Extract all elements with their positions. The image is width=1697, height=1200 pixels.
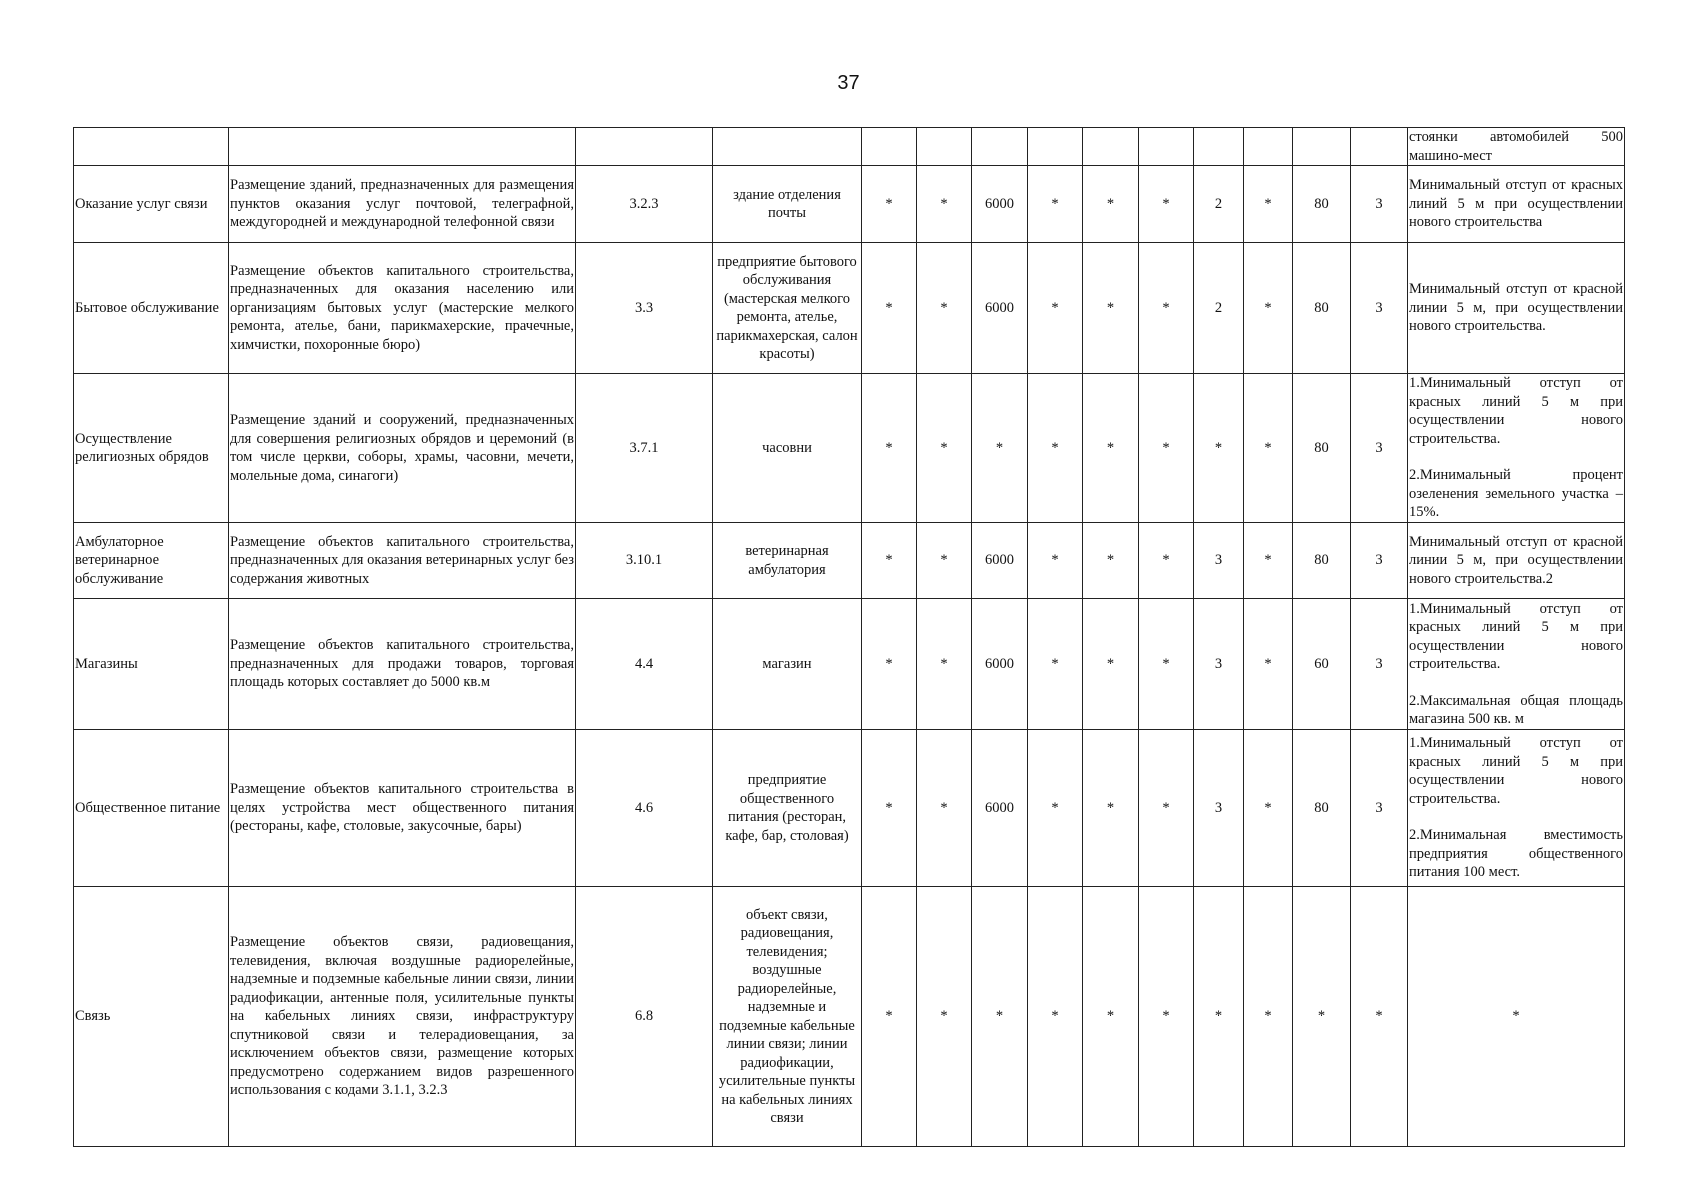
parameter-cell: *	[1244, 243, 1293, 374]
parameter-cell: *	[1083, 374, 1139, 523]
restriction-paragraph: 2.Минимальный процент озеленения земельного участка – 15%.	[1409, 467, 1623, 521]
parameter-cell: *	[917, 243, 972, 374]
parameter-cell: *	[972, 887, 1028, 1147]
restrictions-cell	[1408, 599, 1625, 730]
parameter-cell: *	[1139, 523, 1194, 599]
land-use-table	[73, 127, 1625, 1147]
restrictions-cell	[1408, 243, 1625, 374]
parameter-cell: *	[1028, 374, 1083, 523]
parameter-cell: *	[1244, 523, 1293, 599]
parameter-cell: 6000	[972, 730, 1028, 887]
parameter-cell: *	[1244, 166, 1293, 243]
object-type-cell: ветеринарная амбулатория	[713, 523, 862, 599]
parameter-cell: *	[1139, 166, 1194, 243]
object-type-cell: часовни	[713, 374, 862, 523]
use-code-cell: 3.3	[576, 243, 713, 374]
restrictions-cell	[1408, 128, 1625, 166]
parameter-cell: 80	[1293, 374, 1351, 523]
parameter-cell	[1083, 128, 1139, 166]
paragraph-gap	[1409, 448, 1623, 466]
parameter-cell: *	[862, 523, 917, 599]
parameter-cell: 3	[1351, 243, 1408, 374]
use-description-cell: Размещение объектов связи, радиовещания, телевидения, включая воздушные радиорелейные, надземные и подземные кабельные линии связи, линии радиофикации, антенные поля, усилительные пункты на кабельных линиях связи, инфраструктуру спутниковой связи и телерадиовещания, за исключением объектов связи, размещение которых предусмотрено содержанием видов разрешенного использования с кодами 3.1.1, 3.2.3	[229, 887, 576, 1147]
parameter-cell: *	[972, 374, 1028, 523]
parameter-cell: 2	[1194, 243, 1244, 374]
use-description-cell: Размещение объектов капитального строительства в целях устройства мест общественного питания (рестораны, кафе, столовые, закусочные, бары)	[229, 730, 576, 887]
parameter-cell: *	[917, 523, 972, 599]
parameter-cell: *	[862, 243, 917, 374]
parameter-cell: *	[1351, 887, 1408, 1147]
restriction-paragraph: 1.Минимальный отступ от красных линий 5 м при осуществлении нового строительства.	[1409, 735, 1623, 807]
use-code-cell: 3.7.1	[576, 374, 713, 523]
restriction-paragraph: 1.Минимальный отступ от красных линий 5 м при осуществлении нового строительства.	[1409, 600, 1623, 672]
parameter-cell: *	[1139, 599, 1194, 730]
use-code-cell: 3.10.1	[576, 523, 713, 599]
parameter-cell: *	[1028, 243, 1083, 374]
restrictions-cell: *	[1408, 887, 1625, 1147]
object-type-cell: предприятие общественного питания (ресторан, кафе, бар, столовая)	[713, 730, 862, 887]
restrictions-cell	[1408, 523, 1625, 599]
parameter-cell: *	[1083, 730, 1139, 887]
use-description-cell: Размещение объектов капитального строительства, предназначенных для оказания населению или организациям бытовых услуг (мастерские мелкого ремонта, ателье, бани, парикмахерские, прачечные, химчистки, похоронные бюро)	[229, 243, 576, 374]
parameter-cell	[1293, 128, 1351, 166]
table-row	[74, 730, 1625, 887]
paragraph-gap	[1409, 808, 1623, 826]
parameter-cell: 6000	[972, 243, 1028, 374]
parameter-cell: *	[1083, 166, 1139, 243]
restriction-paragraph: 2.Минимальная вместимость предприятия общественного питания 100 мест.	[1409, 827, 1623, 881]
object-type-cell	[713, 128, 862, 166]
parameter-cell: 80	[1293, 166, 1351, 243]
parameter-cell: *	[1028, 523, 1083, 599]
parameter-cell: *	[1293, 887, 1351, 1147]
table-row	[74, 166, 1625, 243]
parameter-cell	[1351, 128, 1408, 166]
page-number: 37	[837, 72, 860, 94]
object-type-cell: здание отделения почты	[713, 166, 862, 243]
use-name-cell: Общественное питание	[74, 730, 229, 887]
parameter-cell: *	[862, 166, 917, 243]
table-row	[74, 243, 1625, 374]
parameter-cell: 3	[1351, 374, 1408, 523]
table-row	[74, 523, 1625, 599]
parameter-cell: *	[862, 599, 917, 730]
restriction-paragraph: Минимальный отступ от красной линии 5 м, при осуществлении нового строительства.	[1409, 281, 1623, 335]
restriction-paragraph: Минимальный отступ от красных линий 5 м при осуществлении нового строительства	[1409, 177, 1623, 231]
parameter-cell: 2	[1194, 166, 1244, 243]
parameter-cell: *	[862, 730, 917, 887]
restriction-paragraph: Минимальный отступ от красной линии 5 м, при осуществлении нового строительства.2	[1409, 533, 1623, 587]
parameter-cell: *	[917, 374, 972, 523]
table-row	[74, 128, 1625, 166]
use-description-cell: Размещение объектов капитального строительства, предназначенных для продажи товаров, торговая площадь которых составляет до 5000 кв.м	[229, 599, 576, 730]
parameter-cell: *	[917, 166, 972, 243]
parameter-cell: *	[1028, 166, 1083, 243]
restrictions-cell	[1408, 166, 1625, 243]
use-code-cell: 3.2.3	[576, 166, 713, 243]
parameter-cell: *	[1244, 730, 1293, 887]
parameter-cell: *	[1244, 599, 1293, 730]
use-code-cell: 4.4	[576, 599, 713, 730]
parameter-cell: *	[1194, 887, 1244, 1147]
table-row	[74, 599, 1625, 730]
parameter-cell: *	[1194, 374, 1244, 523]
parameter-cell: *	[1028, 887, 1083, 1147]
restriction-paragraph: 2.Максимальная общая площадь магазина 500 кв. м	[1409, 692, 1623, 727]
paragraph-gap	[1409, 674, 1623, 692]
parameter-cell: *	[1028, 599, 1083, 730]
parameter-cell: *	[1139, 374, 1194, 523]
parameter-cell: *	[1139, 243, 1194, 374]
parameter-cell: 80	[1293, 243, 1351, 374]
use-name-cell: Бытовое обслуживание	[74, 243, 229, 374]
parameter-cell: *	[1083, 523, 1139, 599]
table-row	[74, 374, 1625, 523]
use-description-cell	[229, 128, 576, 166]
parameter-cell: *	[1244, 374, 1293, 523]
parameter-cell: *	[917, 730, 972, 887]
use-code-cell: 4.6	[576, 730, 713, 887]
parameter-cell: 3	[1351, 523, 1408, 599]
use-name-cell: Связь	[74, 887, 229, 1147]
parameter-cell	[1139, 128, 1194, 166]
parameter-cell: *	[1083, 599, 1139, 730]
parameter-cell: *	[1083, 887, 1139, 1147]
use-code-cell: 6.8	[576, 887, 713, 1147]
parameter-cell: *	[862, 374, 917, 523]
parameter-cell: 3	[1351, 166, 1408, 243]
restriction-paragraph: 1.Минимальный отступ от красных линий 5 м при осуществлении нового строительства.	[1409, 375, 1623, 447]
parameter-cell: *	[917, 887, 972, 1147]
use-description-cell: Размещение зданий, предназначенных для размещения пунктов оказания услуг почтовой, телеграфной, междугородней и международной телефонной связи	[229, 166, 576, 243]
parameter-cell: *	[1244, 887, 1293, 1147]
parameter-cell: *	[1083, 243, 1139, 374]
restriction-paragraph: стоянки автомобилей 500 машино-мест	[1409, 129, 1623, 164]
parameter-cell: 6000	[972, 523, 1028, 599]
use-description-cell: Размещение зданий и сооружений, предназначенных для совершения религиозных обрядов и церемоний (в том числе церкви, соборы, храмы, часовни, мечети, молельные дома, синагоги)	[229, 374, 576, 523]
restrictions-cell	[1408, 730, 1625, 887]
parameter-cell	[917, 128, 972, 166]
parameter-cell: 3	[1194, 523, 1244, 599]
parameter-cell	[1028, 128, 1083, 166]
parameter-cell	[1244, 128, 1293, 166]
parameter-cell: 6000	[972, 166, 1028, 243]
object-type-cell: предприятие бытового обслуживания (мастерская мелкого ремонта, ателье, парикмахерская, салон красоты)	[713, 243, 862, 374]
parameter-cell: *	[862, 887, 917, 1147]
parameter-cell: 80	[1293, 730, 1351, 887]
parameter-cell: 80	[1293, 523, 1351, 599]
restrictions-cell	[1408, 374, 1625, 523]
use-name-cell	[74, 128, 229, 166]
parameter-cell: 60	[1293, 599, 1351, 730]
object-type-cell: объект связи, радиовещания, телевидения; воздушные радиорелейные, надземные и подземные кабельные линии связи; линии радиофикации, усилительные пункты на кабельных линиях связи	[713, 887, 862, 1147]
object-type-cell: магазин	[713, 599, 862, 730]
parameter-cell	[1194, 128, 1244, 166]
parameter-cell: *	[1139, 730, 1194, 887]
parameter-cell	[862, 128, 917, 166]
parameter-cell: *	[1028, 730, 1083, 887]
use-code-cell	[576, 128, 713, 166]
table-row	[74, 887, 1625, 1147]
parameter-cell: *	[917, 599, 972, 730]
parameter-cell: 3	[1194, 599, 1244, 730]
use-name-cell: Осуществление религиозных обрядов	[74, 374, 229, 523]
parameter-cell	[972, 128, 1028, 166]
use-name-cell: Амбулаторное ветеринарное обслуживание	[74, 523, 229, 599]
parameter-cell: 6000	[972, 599, 1028, 730]
parameter-cell: 3	[1194, 730, 1244, 887]
parameter-cell: 3	[1351, 599, 1408, 730]
parameter-cell: *	[1139, 887, 1194, 1147]
use-description-cell: Размещение объектов капитального строительства, предназначенных для оказания ветеринарных услуг без содержания животных	[229, 523, 576, 599]
use-name-cell: Магазины	[74, 599, 229, 730]
use-name-cell: Оказание услуг связи	[74, 166, 229, 243]
parameter-cell: 3	[1351, 730, 1408, 887]
